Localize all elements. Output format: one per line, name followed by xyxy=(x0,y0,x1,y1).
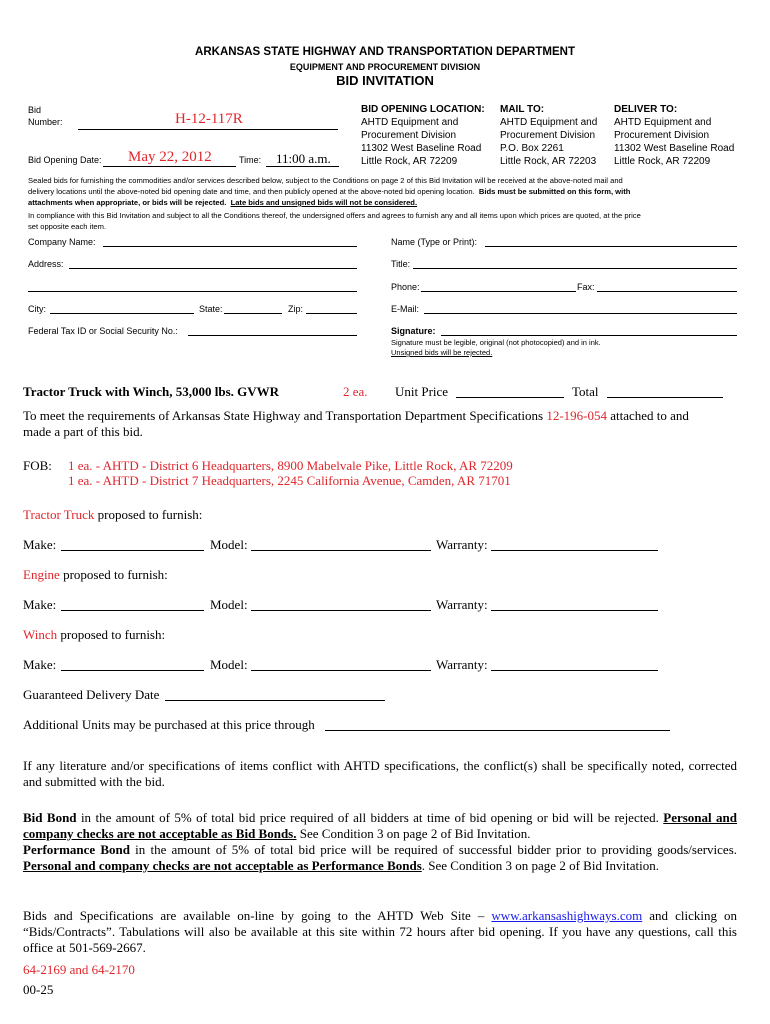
signature-field[interactable] xyxy=(441,335,737,336)
email-field[interactable] xyxy=(424,313,737,314)
time-value: 11:00 a.m. xyxy=(276,151,331,166)
bid-number-label: Number: xyxy=(28,117,63,127)
bid-bond-checks-warning: Personal and company checks are not acceptable as Bid Bonds. xyxy=(23,810,738,841)
tractor-model-field[interactable] xyxy=(251,550,431,551)
state-field[interactable] xyxy=(224,313,282,314)
tractor-make-field[interactable] xyxy=(61,550,204,551)
company-name-field[interactable] xyxy=(103,246,357,247)
bid-opening-location-line: AHTD Equipment and xyxy=(361,117,459,128)
compliance-line: set opposite each item. xyxy=(28,222,107,231)
mail-to-title: MAIL TO: xyxy=(500,104,545,115)
bonds-paragraph xyxy=(23,810,737,874)
time-label: Time: xyxy=(239,155,262,165)
department-title: ARKANSAS STATE HIGHWAY AND TRANSPORTATION DEPARTMENT xyxy=(195,46,575,58)
proposal-suffix: proposed to furnish: xyxy=(94,507,203,522)
city-field[interactable] xyxy=(50,313,194,314)
unsigned-note: Unsigned bids will be rejected. xyxy=(391,348,493,357)
compliance-paragraph xyxy=(28,210,740,232)
engine-make-field[interactable] xyxy=(61,610,204,611)
additional-units-label: Additional Units may be purchased at this price through xyxy=(23,717,315,732)
winch-warranty-field[interactable] xyxy=(491,670,658,671)
make-label: Make: xyxy=(23,657,57,672)
ahtd-website-link[interactable]: www.arkansashighways.com xyxy=(491,908,643,923)
sealed-text: delivery locations until the above-noted bid opening date and time, and then publicly opened at the above-noted bid opening location. xyxy=(28,187,475,196)
fob-label: FOB: xyxy=(23,458,52,473)
sealed-bold-text: attachments when appropriate, or bids will be rejected. xyxy=(28,198,227,207)
footer-codes: 64-2169 and 64-2170 xyxy=(23,962,135,977)
state-label: State: xyxy=(199,304,223,314)
bid-opening-date-value: May 22, 2012 xyxy=(128,149,212,165)
division-title: EQUIPMENT AND PROCUREMENT DIVISION xyxy=(289,62,481,72)
bid-bond-text: in the amount of 5% of total bid price required of all bidders at time of bid opening or bid will be rejected. xyxy=(76,810,664,825)
bid-opening-location-line: Little Rock, AR 72209 xyxy=(361,156,458,167)
title-field[interactable] xyxy=(413,268,737,269)
engine-warranty-field[interactable] xyxy=(491,610,658,611)
requirements-text: attached to and xyxy=(610,408,689,423)
mail-to-line: AHTD Equipment and xyxy=(500,117,598,128)
deliver-to-line: 11302 West Baseline Road xyxy=(614,143,735,154)
zip-field[interactable] xyxy=(306,313,357,314)
sealed-bids-paragraph xyxy=(28,175,740,208)
model-label: Model: xyxy=(210,537,248,552)
model-label: Model: xyxy=(210,657,248,672)
name-field[interactable] xyxy=(485,246,737,247)
requirements-paragraph xyxy=(23,408,689,440)
winch-proposal xyxy=(23,627,165,643)
performance-bond-text: in the amount of 5% of total bid price will be required of successful bidder prior to providing goods/services. xyxy=(130,842,738,857)
sealed-line xyxy=(28,197,740,208)
unit-price-field[interactable] xyxy=(456,397,564,398)
deliver-to-line: Little Rock, AR 72209 xyxy=(614,156,711,167)
proposal-item: Tractor Truck xyxy=(23,507,95,522)
unit-price-label: Unit Price xyxy=(395,384,449,399)
engine-model-field[interactable] xyxy=(251,610,431,611)
deliver-to-title: DELIVER TO: xyxy=(614,104,678,115)
mail-to-line: Procurement Division xyxy=(500,130,596,141)
requirements-line: made a part of this bid. xyxy=(23,424,143,439)
online-text: Bids and Specifications are available on-line by going to the AHTD Web Site – xyxy=(23,908,492,923)
late-bids-warning: Late bids and unsigned bids will not be considered. xyxy=(230,198,418,207)
compliance-line: In compliance with this Bid Invitation and subject to all the Conditions thereof, the undersigned offers and agrees to furnish any and all items upon which prices are quoted, at the price xyxy=(28,211,641,220)
bid-number-line xyxy=(78,129,338,130)
fob-line-1: 1 ea. - AHTD - District 6 Headquarters, 8900 Mabelvale Pike, Little Rock, AR 72209 xyxy=(68,458,513,473)
proposal-suffix: proposed to furnish: xyxy=(57,627,166,642)
performance-bond-label: Performance Bond xyxy=(23,842,130,857)
requirements-line xyxy=(23,408,689,424)
sealed-bold-text: Bids must be submitted on this form, with xyxy=(478,187,631,196)
spec-number: 12-196-054 xyxy=(546,408,607,423)
phone-label: Phone: xyxy=(391,282,420,292)
bid-label: Bid xyxy=(28,105,42,115)
tractor-warranty-field[interactable] xyxy=(491,550,658,551)
bid-opening-location xyxy=(361,103,485,168)
sealed-line: Sealed bids for furnishing the commodities and/or services described below, subject to the Conditions on page 2 of this Bid Invitation will be received at the above-noted mail and xyxy=(28,176,623,185)
mail-to-line: P.O. Box 2261 xyxy=(500,143,564,154)
bid-opening-location-line: 11302 West Baseline Road xyxy=(361,143,482,154)
title-label: Title: xyxy=(391,259,411,269)
warranty-label: Warranty: xyxy=(436,537,488,552)
item-name: Tractor Truck with Winch, 53,000 lbs. GVWR xyxy=(23,384,280,399)
phone-field[interactable] xyxy=(421,291,576,292)
bid-opening-date-line xyxy=(103,166,236,167)
address-label: Address: xyxy=(28,259,64,269)
fax-label: Fax: xyxy=(577,282,595,292)
deliver-to-location xyxy=(614,103,734,168)
bid-opening-location-line: Procurement Division xyxy=(361,130,457,141)
email-label: E-Mail: xyxy=(391,304,420,314)
mail-to-line: Little Rock, AR 72203 xyxy=(500,156,597,167)
tax-id-field[interactable] xyxy=(188,335,357,336)
company-name-label: Company Name: xyxy=(28,237,96,247)
fob-line-2: 1 ea. - AHTD - District 7 Headquarters, 2245 California Avenue, Camden, AR 71701 xyxy=(68,473,511,488)
additional-units-field[interactable] xyxy=(325,730,670,731)
make-label: Make: xyxy=(23,597,57,612)
bid-opening-date-label: Bid Opening Date: xyxy=(28,155,102,165)
sealed-line xyxy=(28,186,740,197)
address-field[interactable] xyxy=(69,268,357,269)
name-label: Name (Type or Print): xyxy=(391,237,478,247)
deliver-to-line: Procurement Division xyxy=(614,130,710,141)
signature-label: Signature: xyxy=(391,326,436,336)
winch-make-field[interactable] xyxy=(61,670,204,671)
total-label: Total xyxy=(572,384,599,399)
delivery-date-label: Guaranteed Delivery Date xyxy=(23,687,160,702)
mail-to-location xyxy=(500,103,597,168)
make-label: Make: xyxy=(23,537,57,552)
form-number: 00-25 xyxy=(23,982,54,997)
tractor-proposal xyxy=(23,507,202,523)
performance-condition: . See Condition 3 on page 2 of Bid Invitation. xyxy=(421,858,659,873)
fax-field[interactable] xyxy=(597,291,737,292)
online-text: and clicking on “Bids/Contracts”. Tabulations will also be available at this site within 72 hours after bid opening. If you have any questions, call this office at 501-569-2667. xyxy=(23,908,737,955)
model-label: Model: xyxy=(210,597,248,612)
total-field[interactable] xyxy=(607,397,723,398)
bid-bond-label: Bid Bond xyxy=(23,810,77,825)
proposal-suffix: proposed to furnish: xyxy=(59,567,168,582)
item-quantity: 2 ea. xyxy=(343,384,368,399)
city-label: City: xyxy=(28,304,46,314)
delivery-date-field[interactable] xyxy=(165,700,385,701)
zip-label: Zip: xyxy=(288,304,304,314)
proposal-item: Winch xyxy=(23,627,58,642)
winch-model-field[interactable] xyxy=(251,670,431,671)
bid-number-value: H-12-117R xyxy=(175,111,243,127)
engine-proposal xyxy=(23,567,168,583)
online-paragraph xyxy=(23,908,737,956)
proposal-item: Engine xyxy=(23,567,60,582)
warranty-label: Warranty: xyxy=(436,657,488,672)
conflict-paragraph: If any literature and/or specifications of items conflict with AHTD specifications, the conflict(s) shall be specifically noted, corrected and submitted with the bid. xyxy=(23,758,737,789)
address-field-2[interactable] xyxy=(28,291,357,292)
tax-id-label: Federal Tax ID or Social Security No.: xyxy=(28,326,178,336)
requirements-text: To meet the requirements of Arkansas State Highway and Transportation Department Specifications xyxy=(23,408,544,423)
deliver-to-line: AHTD Equipment and xyxy=(614,117,712,128)
bid-bond-condition: See Condition 3 on page 2 of Bid Invitation. xyxy=(296,826,531,841)
performance-checks-warning: Personal and company checks are not acceptable as Performance Bonds xyxy=(23,858,422,873)
signature-note: Signature must be legible, original (not photocopied) and in ink. xyxy=(391,338,601,347)
form-title: BID INVITATION xyxy=(336,73,434,88)
bid-opening-location-title: BID OPENING LOCATION: xyxy=(361,104,485,115)
warranty-label: Warranty: xyxy=(436,597,488,612)
